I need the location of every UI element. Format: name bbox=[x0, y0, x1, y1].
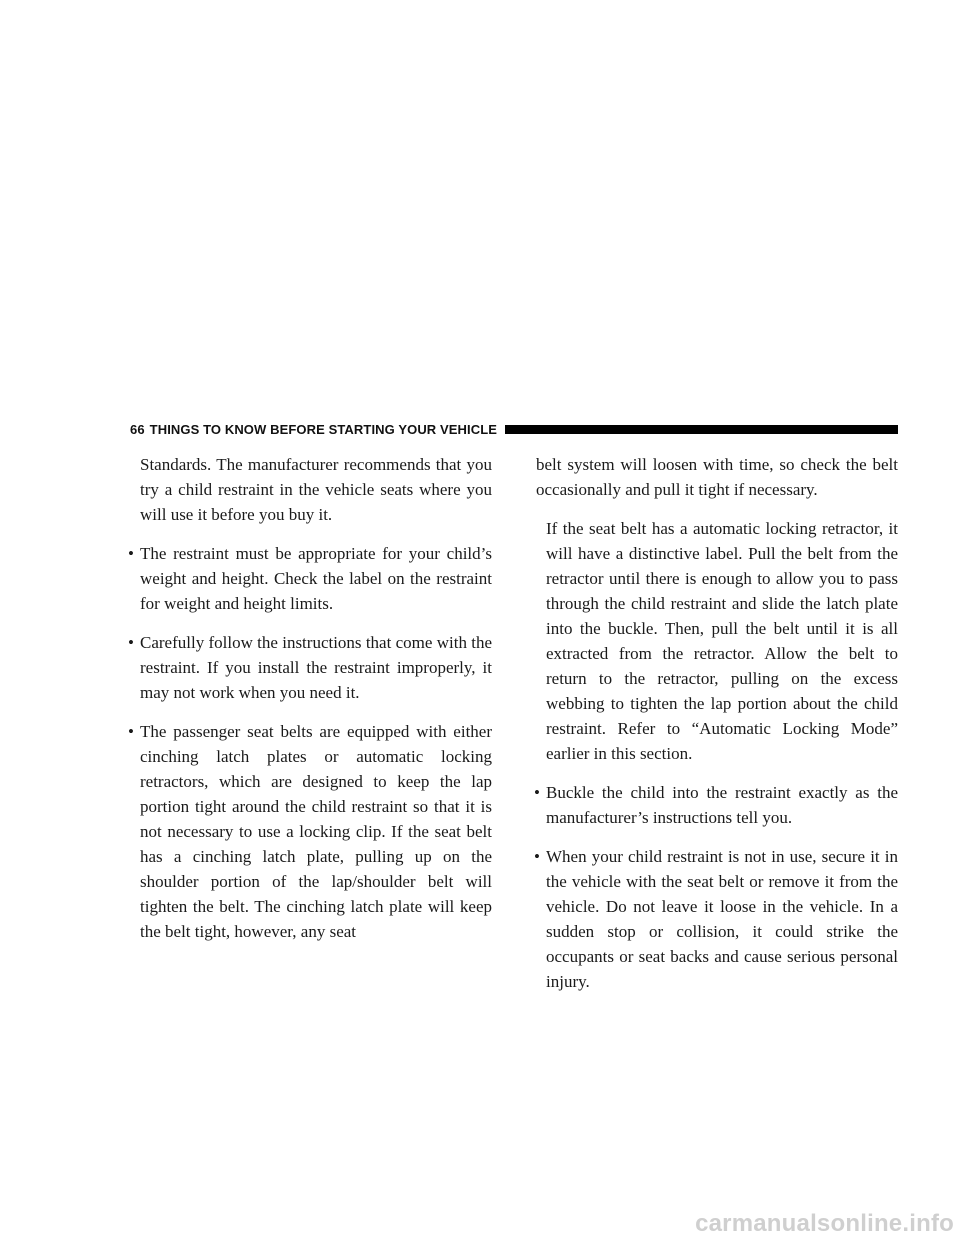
list-item bbox=[536, 844, 898, 994]
bullet-icon: • bbox=[128, 633, 134, 652]
page-header bbox=[130, 419, 898, 439]
list-item bbox=[130, 630, 492, 705]
bullet-icon: • bbox=[534, 847, 540, 866]
list-item bbox=[130, 541, 492, 616]
header-rule bbox=[505, 425, 898, 434]
list-item bbox=[130, 719, 492, 944]
intro-paragraph: Standards. The manufacturer recommends that you try a child restraint in the vehicle seats where you will use it before you buy it. bbox=[140, 455, 492, 524]
bullet-icon: • bbox=[128, 722, 134, 741]
bullet-icon: • bbox=[534, 783, 540, 802]
list-item-text: Buckle the child into the restraint exactly as the manufacturer’s instructions tell you. bbox=[546, 783, 898, 827]
section-title: THINGS TO KNOW BEFORE STARTING YOUR VEHICLE bbox=[149, 421, 498, 437]
retractor-paragraph: If the seat belt has a automatic locking retractor, it will have a distinctive label. Pull the belt from the retractor until there is enough to allow you to pass through the child restraint and slide the latch plate into the buckle. Then, pull the belt until it is all extracted from the retractor. Allow the belt to return to the retractor, pulling on the excess webbing to tighten the lap portion about the child restraint. Refer to “Automatic Locking Mode” earlier in this section. bbox=[546, 519, 898, 763]
bullet-icon: • bbox=[128, 544, 134, 563]
list-item-text: Carefully follow the instructions that come with the restraint. If you install the restraint improperly, it may not work when you need it. bbox=[140, 633, 492, 702]
continuation-paragraph: belt system will loosen with time, so check the belt occasionally and pull it tight if necessary. bbox=[536, 455, 898, 499]
list-item-text: The passenger seat belts are equipped with either cinching latch plates or automatic locking retractors, which are designed to keep the lap portion tight around the child restraint so that it is not necessary to use a locking clip. If the seat belt has a cinching latch plate, pulling up on the shoulder portion of the lap/shoulder belt will tighten the belt. The cinching latch plate will keep the belt tight, however, any seat bbox=[140, 722, 492, 941]
right-column bbox=[536, 452, 898, 1008]
page-number: 66 bbox=[130, 421, 145, 437]
left-column bbox=[130, 452, 492, 958]
watermark: carmanualsonline.info bbox=[695, 1210, 954, 1237]
list-item-text: The restraint must be appropriate for your child’s weight and height. Check the label on the restraint for weight and height limits. bbox=[140, 544, 492, 613]
list-item bbox=[536, 780, 898, 830]
list-item-text: When your child restraint is not in use, secure it in the vehicle with the seat belt or remove it from the vehicle. Do not leave it loose in the vehicle. In a sudden stop or collision, it could strike the occupants or seat backs and cause serious personal injury. bbox=[546, 847, 898, 991]
